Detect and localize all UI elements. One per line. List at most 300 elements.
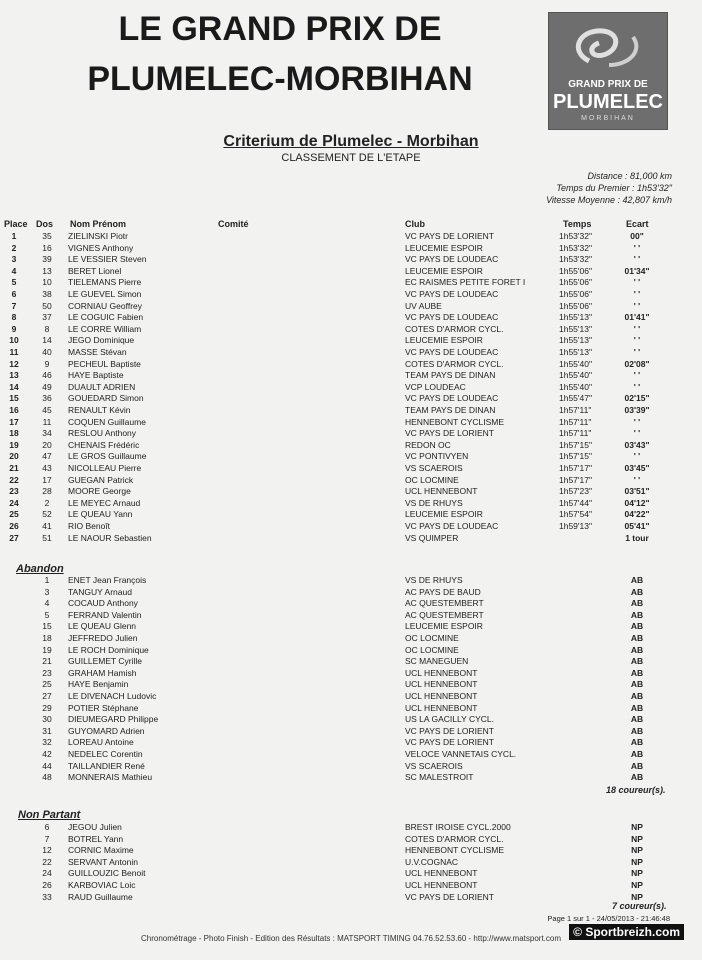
col-header-time: Temps <box>563 219 592 229</box>
rank-cell: 20 <box>9 451 19 462</box>
gap-cell: AB <box>630 702 644 713</box>
table-row <box>0 533 702 544</box>
time-cell: 1h55'06" <box>559 277 593 288</box>
rank-cell: 9 <box>11 323 17 334</box>
time-cell: 1h57'23" <box>559 486 593 497</box>
time-cell: 1h57'11" <box>559 416 592 427</box>
table-row <box>0 668 702 679</box>
gap-cell: AB <box>630 656 644 667</box>
table-row <box>0 633 702 644</box>
club-cell: COTES D'ARMOR CYCL. <box>405 358 504 369</box>
bib-cell: 28 <box>42 486 52 497</box>
time-cell: 1h57'11" <box>559 428 592 439</box>
bib-cell: 3 <box>44 586 50 597</box>
table-row <box>0 772 702 783</box>
gap-cell: ' ' <box>633 335 641 346</box>
table-row <box>0 498 702 509</box>
bib-cell: 48 <box>42 772 52 783</box>
table-row <box>0 737 702 748</box>
table-row <box>0 359 702 370</box>
rider-name-cell: BERET Lionel <box>68 265 122 276</box>
rank-cell: 10 <box>9 335 19 346</box>
rider-name-cell: MOORE George <box>68 486 131 497</box>
bib-cell: 22 <box>42 856 52 867</box>
time-cell: 1h55'13" <box>559 312 593 323</box>
club-cell: UCL HENNEBONT <box>405 868 478 879</box>
time-cell: 1h57'17" <box>559 474 593 485</box>
gap-cell: ' ' <box>633 289 641 299</box>
rank-cell: 19 <box>9 439 19 450</box>
bib-cell: 8 <box>44 323 50 334</box>
rider-name-cell: BOTREL Yann <box>68 833 124 844</box>
rider-name-cell: MASSE Stévan <box>68 347 127 357</box>
rider-name-cell: HAYE Baptiste <box>68 370 124 381</box>
rider-name-cell: RIO Benoît <box>68 521 111 531</box>
table-row <box>0 587 702 598</box>
time-cell: 1h55'06" <box>559 265 593 276</box>
bib-cell: 15 <box>42 621 52 632</box>
table-row <box>0 834 702 845</box>
rank-cell: 26 <box>9 521 19 531</box>
page-title-line2: PLUMELEC-MORBIHAN <box>87 60 473 98</box>
gap-cell: ' ' <box>633 428 641 439</box>
club-cell: VS SCAEROIS <box>405 463 463 473</box>
rider-name-cell: JEFFREDO Julien <box>68 633 138 643</box>
page-info: Page 1 sur 1 - 24/05/2013 - 21:46:48 <box>547 914 670 923</box>
club-cell: VC PONTIVYEN <box>405 451 469 462</box>
bib-cell: 4 <box>44 598 50 609</box>
table-row <box>0 845 702 856</box>
gap-cell: ' ' <box>633 416 641 427</box>
club-cell: REDON OC <box>405 439 451 450</box>
time-cell: 1h55'40" <box>559 358 593 369</box>
time-cell: 1h57'15" <box>559 439 593 450</box>
club-cell: BREST IROISE CYCL.2000 <box>405 822 511 832</box>
table-row <box>0 335 702 346</box>
rank-cell: 27 <box>9 532 19 543</box>
rider-name-cell: HAYE Benjamin <box>68 679 129 690</box>
time-cell: 1h57'44" <box>559 497 593 508</box>
rider-name-cell: FERRAND Valentin <box>68 609 142 620</box>
rider-name-cell: SERVANT Antonin <box>68 856 138 867</box>
bib-cell: 14 <box>42 335 52 346</box>
gap-cell: NP <box>631 891 643 902</box>
bib-cell: 31 <box>42 725 52 736</box>
rider-name-cell: ENET Jean François <box>68 575 147 585</box>
time-cell: 1h57'54" <box>559 509 593 520</box>
rank-cell: 2 <box>11 242 17 253</box>
table-row <box>0 312 702 323</box>
rider-name-cell: RENAULT Kévin <box>68 405 131 415</box>
rider-name-cell: DUAULT ADRIEN <box>68 381 136 392</box>
gap-cell: 04'12" <box>624 497 650 508</box>
rank-cell: 8 <box>11 312 17 323</box>
bib-cell: 13 <box>42 265 52 276</box>
gap-cell: AB <box>630 598 644 609</box>
club-cell: HENNEBONT CYCLISME <box>405 416 505 427</box>
rider-name-cell: LE VESSIER Steven <box>68 254 147 265</box>
rider-name-cell: TIELEMANS Pierre <box>68 277 142 288</box>
col-header-club: Club <box>405 219 425 229</box>
bib-cell: 19 <box>42 644 52 655</box>
rider-name-cell: COCAUD Anthony <box>68 598 138 609</box>
cyclist-swirl-icon <box>559 21 655 73</box>
club-cell: VC PAYS DE LOUDEAC <box>405 393 499 404</box>
rank-cell: 15 <box>9 393 19 404</box>
club-cell: SC MANEGUEN <box>405 656 469 667</box>
logo-line1: GRAND PRIX DE <box>568 79 648 90</box>
club-cell: LEUCEMIE ESPOIR <box>405 335 483 346</box>
rank-cell: 25 <box>9 509 19 520</box>
club-cell: UCL HENNEBONT <box>405 691 478 701</box>
rider-name-cell: LE GUEVEL Simon <box>68 289 142 299</box>
rider-name-cell: GUILLOUZIC Benoit <box>68 868 146 879</box>
rank-cell: 16 <box>9 405 19 415</box>
rank-cell: 7 <box>11 300 17 311</box>
gap-cell: ' ' <box>633 347 641 357</box>
table-row <box>0 521 702 532</box>
bib-cell: 41 <box>42 521 52 531</box>
bib-cell: 33 <box>42 891 52 902</box>
club-cell: VS QUIMPER <box>405 532 459 543</box>
club-cell: UCL HENNEBONT <box>405 679 478 690</box>
table-row <box>0 301 702 312</box>
gap-cell: ' ' <box>633 242 641 253</box>
rider-name-cell: POTIER Stéphane <box>68 702 139 713</box>
bib-cell: 50 <box>42 300 52 311</box>
gap-cell: AB <box>630 609 644 620</box>
rank-cell: 1 <box>11 231 17 241</box>
table-row <box>0 266 702 277</box>
club-cell: VC PAYS DE LOUDEAC <box>405 254 499 265</box>
gap-cell: 02'08" <box>624 358 650 369</box>
gap-cell: ' ' <box>633 381 641 392</box>
table-row <box>0 393 702 404</box>
gap-cell: ' ' <box>633 370 641 381</box>
time-cell: 1h57'11" <box>559 405 592 415</box>
rank-cell: 24 <box>9 497 19 508</box>
bib-cell: 20 <box>42 439 52 450</box>
bib-cell: 32 <box>42 737 52 748</box>
rider-name-cell: LE ROCH Dominique <box>68 644 149 655</box>
table-row <box>0 451 702 462</box>
rider-name-cell: LE COGUIC Fabien <box>68 312 144 323</box>
gap-cell: 1 tour <box>625 532 649 543</box>
table-row <box>0 382 702 393</box>
club-cell: VS DE RHUYS <box>405 497 463 508</box>
bib-cell: 29 <box>42 702 52 713</box>
col-header-ecart: Ecart <box>626 219 649 229</box>
rider-name-cell: LOREAU Antoine <box>68 737 134 748</box>
rider-name-cell: LE CORRE William <box>68 323 142 334</box>
rider-name-cell: CORNIAU Geoffrey <box>68 300 143 311</box>
gap-cell: 03'43" <box>624 439 650 450</box>
table-row <box>0 880 702 891</box>
rider-name-cell: PECHEUL Baptiste <box>68 358 141 369</box>
watermark: © Sportbreizh.com <box>569 924 684 940</box>
club-cell: VC PAYS DE LOUDEAC <box>405 521 499 531</box>
table-row <box>0 761 702 772</box>
bib-cell: 40 <box>42 347 52 357</box>
gap-cell: AB <box>630 772 644 783</box>
rank-cell: 12 <box>9 358 19 369</box>
club-cell: TEAM PAYS DE DINAN <box>405 405 496 415</box>
rider-name-cell: TAILLANDIER René <box>68 760 145 771</box>
gap-cell: 03'39" <box>624 405 650 415</box>
time-cell: 1h55'06" <box>559 289 593 299</box>
bib-cell: 36 <box>42 393 52 404</box>
bib-cell: 35 <box>42 231 52 241</box>
club-cell: VC PAYS DE LORIENT <box>405 891 494 902</box>
rider-name-cell: GUILLEMET Cyrille <box>68 656 142 667</box>
club-cell: VC PAYS DE LOUDEAC <box>405 347 499 357</box>
table-row <box>0 822 702 833</box>
table-row <box>0 324 702 335</box>
bib-cell: 18 <box>42 633 52 643</box>
bib-cell: 52 <box>42 509 52 520</box>
table-row <box>0 726 702 737</box>
bib-cell: 44 <box>42 760 52 771</box>
table-row <box>0 231 702 242</box>
page-title-line1: LE GRAND PRIX DE <box>118 10 442 48</box>
table-row <box>0 370 702 381</box>
club-cell: VC PAYS DE LOUDEAC <box>405 289 499 299</box>
abandon-heading: Abandon <box>16 563 64 575</box>
club-cell: HENNEBONT CYCLISME <box>405 845 505 856</box>
bib-cell: 9 <box>44 358 50 369</box>
rider-name-cell: CORNIC Maxime <box>68 845 134 856</box>
club-cell: UCL HENNEBONT <box>405 702 478 713</box>
rider-name-cell: GRAHAM Hamish <box>68 667 137 678</box>
club-cell: EC RAISMES PETITE FORET I <box>405 277 526 288</box>
average-speed-info: Vitesse Moyenne : 42,807 km/h <box>546 195 672 205</box>
table-row <box>0 289 702 300</box>
bib-cell: 49 <box>42 381 52 392</box>
bib-cell: 23 <box>42 667 52 678</box>
table-row <box>0 486 702 497</box>
table-row <box>0 347 702 358</box>
table-row <box>0 656 702 667</box>
table-row <box>0 254 702 265</box>
table-row <box>0 749 702 760</box>
table-row <box>0 892 702 903</box>
bib-cell: 30 <box>42 714 52 725</box>
rank-cell: 22 <box>9 474 19 485</box>
club-cell: LEUCEMIE ESPOIR <box>405 242 483 253</box>
club-cell: VC PAYS DE LORIENT <box>405 737 494 748</box>
club-cell: VS SCAEROIS <box>405 760 463 771</box>
rider-name-cell: GUEGAN Patrick <box>68 474 134 485</box>
club-cell: VCP LOUDEAC <box>405 381 466 392</box>
rider-name-cell: JEGO Dominique <box>68 335 135 346</box>
gap-cell: AB <box>630 714 644 725</box>
gap-cell: ' ' <box>633 451 641 462</box>
distance-info: Distance : 81,000 km <box>587 171 672 181</box>
non-partant-heading: Non Partant <box>18 809 81 821</box>
table-row <box>0 440 702 451</box>
bib-cell: 10 <box>42 277 52 288</box>
gap-cell: ' ' <box>633 277 641 288</box>
rank-cell: 3 <box>11 254 17 265</box>
gap-cell: 04'22" <box>624 509 650 520</box>
rider-name-cell: RESLOU Anthony <box>68 428 137 439</box>
club-cell: UV AUBE <box>405 300 442 311</box>
rank-cell: 11 <box>9 347 19 357</box>
club-cell: UCL HENNEBONT <box>405 880 478 890</box>
bib-cell: 37 <box>42 312 52 323</box>
gap-cell: 03'45" <box>624 463 650 473</box>
rider-name-cell: NICOLLEAU Pierre <box>68 463 142 473</box>
rank-cell: 13 <box>9 370 19 381</box>
club-cell: UCL HENNEBONT <box>405 486 478 497</box>
club-cell: AC QUESTEMBERT <box>405 609 484 620</box>
time-cell: 1h53'32" <box>559 242 593 253</box>
gap-cell: 00" <box>630 231 644 241</box>
table-row <box>0 714 702 725</box>
rank-cell: 17 <box>9 416 19 427</box>
first-time-info: Temps du Premier : 1h53'32" <box>556 183 672 193</box>
gap-cell: AB <box>630 737 644 748</box>
table-row <box>0 868 702 879</box>
table-row <box>0 598 702 609</box>
logo-line3: MORBIHAN <box>581 115 635 122</box>
club-cell: LEUCEMIE ESPOIR <box>405 265 483 276</box>
table-row <box>0 645 702 656</box>
time-cell: 1h53'32" <box>559 254 593 265</box>
table-row <box>0 509 702 520</box>
gap-cell: 05'41" <box>624 521 650 531</box>
col-header-dos: Dos <box>36 219 54 229</box>
bib-cell: 26 <box>42 880 52 890</box>
time-cell: 1h55'40" <box>559 381 593 392</box>
table-row <box>0 243 702 254</box>
gap-cell: 01'41" <box>624 312 650 323</box>
club-cell: U.V.COGNAC <box>405 856 459 867</box>
bib-cell: 45 <box>42 405 52 415</box>
time-cell: 1h55'47" <box>559 393 593 404</box>
time-cell: 1h55'13" <box>559 323 593 334</box>
gap-cell: AB <box>630 725 644 736</box>
rank-cell: 4 <box>11 265 17 276</box>
table-row <box>0 679 702 690</box>
gap-cell: AB <box>630 749 644 759</box>
table-row <box>0 463 702 474</box>
time-cell: 1h55'13" <box>559 335 593 346</box>
bib-cell: 2 <box>44 497 50 508</box>
bib-cell: 21 <box>42 656 52 667</box>
club-cell: OC LOCMINE <box>405 474 459 485</box>
bib-cell: 51 <box>42 532 52 543</box>
bib-cell: 47 <box>42 451 52 462</box>
rider-name-cell: NEDELEC Corentin <box>68 749 143 759</box>
rank-cell: 21 <box>9 463 19 473</box>
race-subtitle: Criterium de Plumelec - Morbihan <box>223 133 479 150</box>
rider-name-cell: LE QUEAU Yann <box>68 509 133 520</box>
rider-name-cell: LE GROS Guillaume <box>68 451 147 462</box>
col-header-comite: Comité <box>218 219 249 229</box>
table-row <box>0 575 702 586</box>
time-cell: 1h55'40" <box>559 370 593 381</box>
bib-cell: 43 <box>42 463 52 473</box>
bib-cell: 11 <box>42 416 52 427</box>
grand-prix-logo <box>548 12 668 130</box>
bib-cell: 16 <box>42 242 52 253</box>
table-row <box>0 857 702 868</box>
club-cell: COTES D'ARMOR CYCL. <box>405 323 504 334</box>
rider-name-cell: GUYOMARD Adrien <box>68 725 145 736</box>
bib-cell: 12 <box>42 845 52 856</box>
gap-cell: 03'51" <box>624 486 650 497</box>
gap-cell: NP <box>631 868 643 879</box>
table-row <box>0 610 702 621</box>
club-cell: VC PAYS DE LOUDEAC <box>405 312 499 323</box>
gap-cell: ' ' <box>633 254 641 265</box>
bib-cell: 25 <box>42 679 52 690</box>
table-row <box>0 475 702 486</box>
club-cell: LEUCEMIE ESPOIR <box>405 621 483 632</box>
bib-cell: 39 <box>42 254 52 265</box>
table-row <box>0 277 702 288</box>
rider-name-cell: COQUEN Guillaume <box>68 416 146 427</box>
club-cell: TEAM PAYS DE DINAN <box>405 370 496 381</box>
bib-cell: 34 <box>42 428 52 439</box>
table-row <box>0 405 702 416</box>
club-cell: VC PAYS DE LORIENT <box>405 725 494 736</box>
gap-cell: AB <box>630 633 644 643</box>
club-cell: LEUCEMIE ESPOIR <box>405 509 483 520</box>
rider-name-cell: DIEUMEGARD Philippe <box>68 714 159 725</box>
club-cell: AC QUESTEMBERT <box>405 598 484 609</box>
non-partant-count: 7 coureur(s). <box>612 901 667 911</box>
logo-line2: PLUMELEC <box>553 91 663 113</box>
time-cell: 1h59'13" <box>559 521 593 531</box>
gap-cell: 01'34" <box>624 265 650 276</box>
abandon-count: 18 coureur(s). <box>606 785 666 795</box>
table-row <box>0 428 702 439</box>
bib-cell: 38 <box>42 289 52 299</box>
table-row <box>0 621 702 632</box>
gap-cell: NP <box>631 845 643 856</box>
gap-cell: AB <box>630 679 644 690</box>
gap-cell: AB <box>630 586 644 597</box>
gap-cell: AB <box>630 644 644 655</box>
time-cell: 1h55'13" <box>559 347 593 357</box>
club-cell: AC PAYS DE BAUD <box>405 586 481 597</box>
rider-name-cell: MONNERAIS Mathieu <box>68 772 153 783</box>
club-cell: VC PAYS DE LORIENT <box>405 231 494 241</box>
time-cell: 1h53'32" <box>559 231 593 241</box>
club-cell: SC MALESTROIT <box>405 772 474 783</box>
club-cell: COTES D'ARMOR CYCL. <box>405 833 504 844</box>
bib-cell: 46 <box>42 370 52 381</box>
table-row <box>0 691 702 702</box>
club-cell: VC PAYS DE LORIENT <box>405 428 494 439</box>
gap-cell: 02'15" <box>624 393 650 404</box>
gap-cell: ' ' <box>633 300 641 311</box>
club-cell: VS DE RHUYS <box>405 575 463 585</box>
club-cell: OC LOCMINE <box>405 644 459 655</box>
rider-name-cell: ZIELINSKI Piotr <box>68 231 128 241</box>
rider-name-cell: LE QUEAU Glenn <box>68 621 137 632</box>
rider-name-cell: KARBOVIAC Loic <box>68 880 136 890</box>
club-cell: US LA GACILLY CYCL. <box>405 714 494 725</box>
rider-name-cell: LE NAOUR Sebastien <box>68 532 152 543</box>
col-header-name: Nom Prénom <box>70 219 127 229</box>
rider-name-cell: GOUEDARD Simon <box>68 393 144 404</box>
gap-cell: ' ' <box>633 323 641 334</box>
rider-name-cell: JEGOU Julien <box>68 822 122 832</box>
bib-cell: 24 <box>42 868 52 879</box>
